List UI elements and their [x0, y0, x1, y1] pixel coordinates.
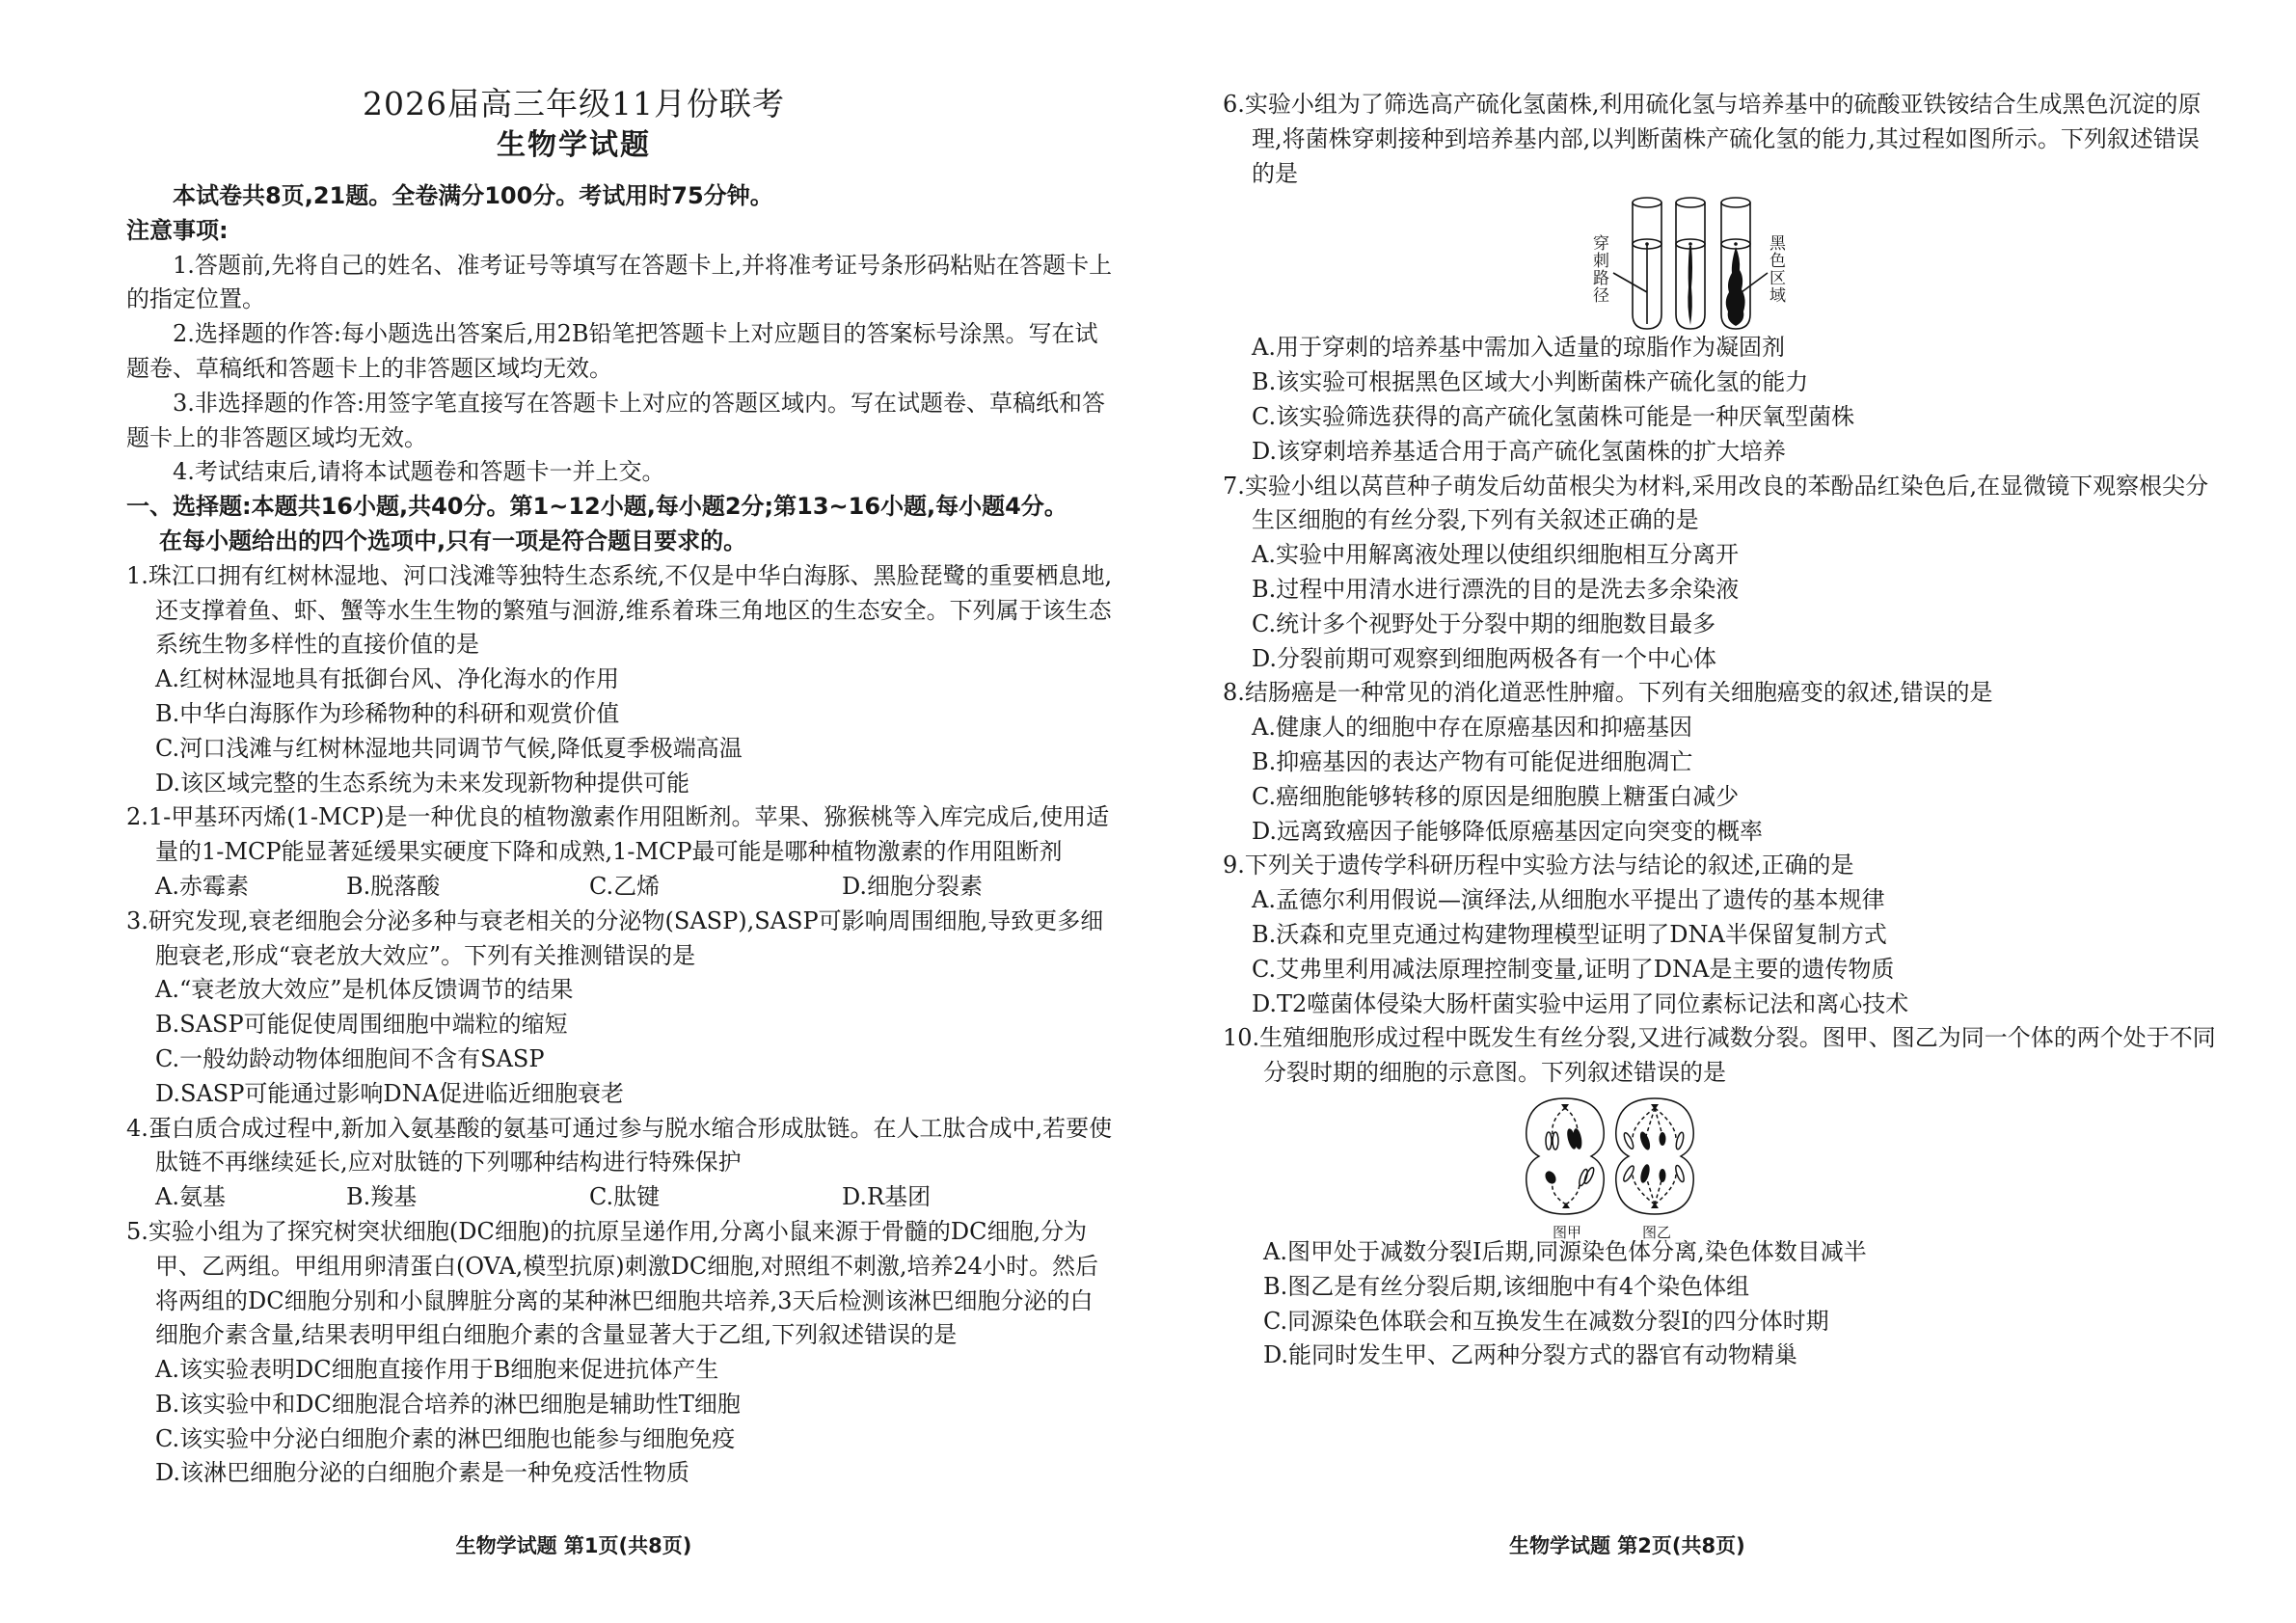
question-stem: 6.实验小组为了筛选高产硫化氢菌株,利用硫化氢与培养基中的硫酸亚铁铵结合生成黑色沉淀的原理,将菌株穿刺接种到培养基内部,以判断菌株产硫化氢的能力,其过程如图所示。下列叙述错误的是 — [1223, 91, 2201, 187]
question-stem: 10.生殖细胞形成过程中既发生有丝分裂,又进行减数分裂。图甲、图乙为同一个体的两个处于不同分裂时期的细胞的示意图。下列叙述错误的是 — [1223, 1024, 2216, 1087]
option: B.脱落酸 — [346, 872, 441, 900]
page-footer: 生物学试题 第2页(共8页) — [1509, 1534, 1745, 1557]
option: D.该区域完整的生态系统为未来发现新物种提供可能 — [155, 769, 690, 797]
option: C.该实验筛选获得的高产硫化氢菌株可能是一种厌氧型菌株 — [1252, 402, 1855, 430]
question-stem: 8.结肠癌是一种常见的消化道恶性肿瘤。下列有关细胞癌变的叙述,错误的是 — [1223, 679, 1993, 707]
figure-label-black-region: 黑色区域 — [1769, 234, 1786, 307]
options-row — [126, 1180, 1115, 1215]
option: C.河口浅滩与红树林湿地共同调节气候,降低夏季极端高温 — [155, 734, 743, 762]
option: D.远离致癌因子能够降低原癌基因定向突变的概率 — [1252, 817, 1764, 845]
question-stem: 2.1-甲基环丙烯(1-MCP)是一种优良的植物激素作用阻断剂。苹果、猕猴桃等入库完成后,使用适量的1-MCP能显著延缓果实硬度下降和成熟,1-MCP最可能是哪种植物激素的作用阻断剂 — [126, 803, 1110, 866]
question-stem: 4.蛋白质合成过程中,新加入氨基酸的氨基可通过参与脱水缩合形成肽链。在人工肽合成中,若要使肽链不再继续延长,应对肽链的下列哪种结构进行特殊保护 — [126, 1114, 1113, 1177]
option: D.能同时发生甲、乙两种分裂方式的器官有动物精巢 — [1263, 1341, 1798, 1369]
test-tube-figure — [1223, 191, 2216, 331]
figure-label-stab-path: 穿刺路径 — [1593, 234, 1609, 307]
question-stem: 5.实验小组为了探究树突状细胞(DC细胞)的抗原呈递作用,分离小鼠来源于骨髓的DC细胞,分为甲、乙两组。甲组用卵清蛋白(OVA,模型抗原)刺激DC细胞,对照组不刺激,培养24小时。然后将两组的DC细胞分别和小鼠脾脏分离的某种淋巴细胞共培养,3天后检测该淋巴细胞分泌的白细胞介素含量,结果表明甲组白细胞介素的含量显著大于乙组,下列叙述错误的是 — [126, 1217, 1099, 1349]
question-stem: 9.下列关于遗传学科研历程中实验方法与结论的叙述,正确的是 — [1223, 852, 1854, 879]
option: C.该实验中分泌白细胞介素的淋巴细胞也能参与细胞免疫 — [155, 1424, 736, 1452]
option: C.同源染色体联会和互换发生在减数分裂Ⅰ的四分体时期 — [1263, 1307, 1829, 1335]
option: D.该淋巴细胞分泌的白细胞介素是一种免疫活性物质 — [155, 1459, 690, 1487]
option: A.氨基 — [155, 1183, 226, 1211]
option: C.艾弗里利用减法原理控制变量,证明了DNA是主要的遗传物质 — [1252, 955, 1895, 983]
notice-heading: 注意事项: — [126, 216, 229, 244]
option: D.T2噬菌体侵染大肠杆菌实验中运用了同位素标记法和离心技术 — [1252, 989, 1909, 1017]
section-instruction: 在每小题给出的四个选项中,只有一项是符合题目要求的。 — [159, 527, 747, 555]
section-heading: 一、选择题:本题共16小题,共40分。第1~12小题,每小题2分;第13~16小题,每小题4分。 — [126, 493, 1067, 521]
options-row — [126, 870, 1115, 905]
option: A.红树林湿地具有抵御台风、净化海水的作用 — [155, 665, 619, 693]
question-stem: 1.珠江口拥有红树林湿地、河口浅滩等独特生态系统,不仅是中华白海豚、黑脸琵鹭的重要栖息地,还支撑着鱼、虾、蟹等水生生物的繁殖与洄游,维系着珠三角地区的生态安全。下列属于该生态系统生物多样性的直接价值的是 — [126, 561, 1113, 659]
option: A.赤霉素 — [155, 872, 249, 900]
option: D.R基团 — [842, 1183, 932, 1211]
stab-culture-tubes-icon — [1223, 191, 2216, 331]
option: A.实验中用解离液处理以使组织细胞相互分离开 — [1252, 541, 1739, 569]
question-stem: 7.实验小组以莴苣种子萌发后幼苗根尖为材料,采用改良的苯酚品红染色后,在显微镜下观察根尖分生区细胞的有丝分裂,下列有关叙述正确的是 — [1223, 472, 2209, 534]
cell-division-diagram-icon — [1223, 1091, 2216, 1235]
option: C.肽键 — [589, 1183, 661, 1211]
cell-division-figure — [1223, 1091, 2216, 1241]
option: B.该实验可根据黑色区域大小判断菌株产硫化氢的能力 — [1252, 368, 1809, 396]
option: D.分裂前期可观察到细胞两极各有一个中心体 — [1252, 644, 1717, 672]
figure-label-b: 图乙 — [1642, 1223, 1672, 1241]
option: C.乙烯 — [589, 872, 661, 900]
option: A.健康人的细胞中存在原癌基因和抑癌基因 — [1252, 714, 1692, 742]
option: D.细胞分裂素 — [842, 872, 984, 900]
option: B.抑癌基因的表达产物有可能促进细胞凋亡 — [1252, 747, 1693, 775]
figure-label-a: 图甲 — [1553, 1223, 1582, 1241]
exam-summary: 本试卷共8页,21题。全卷满分100分。考试用时75分钟。 — [173, 182, 773, 209]
option: B.羧基 — [346, 1183, 418, 1211]
notice-item: 2.选择题的作答:每小题选出答案后,用2B铅笔把答题卡上对应题目的答案标号涂黑。写在试题卷、草稿纸和答题卡上的非答题区域均无效。 — [126, 320, 1098, 382]
question-stem: 3.研究发现,衰老细胞会分泌多种与衰老相关的分泌物(SASP),SASP可影响周围细胞,导致更多细胞衰老,形成“衰老放大效应”。下列有关推测错误的是 — [126, 906, 1104, 969]
option: B.沃森和克里克通过构建物理模型证明了DNA半保留复制方式 — [1252, 920, 1887, 948]
notice-item: 3.非选择题的作答:用签字笔直接写在答题卡上对应的答题区域内。写在试题卷、草稿纸和答题卡上的非答题区域均无效。 — [126, 389, 1105, 451]
option: A.用于穿刺的培养基中需加入适量的琼脂作为凝固剂 — [1252, 334, 1785, 362]
left-column — [126, 179, 1115, 1491]
exam-page-2 — [1148, 0, 2296, 1623]
option: A.该实验表明DC细胞直接作用于B细胞来促进抗体产生 — [155, 1356, 719, 1384]
option: C.统计多个视野处于分裂中期的细胞数目最多 — [1252, 609, 1716, 637]
option: A.“衰老放大效应”是机体反馈调节的结果 — [155, 976, 574, 1004]
right-column — [1223, 88, 2216, 1373]
option: B.SASP可能促使周围细胞中端粒的缩短 — [155, 1011, 568, 1039]
option: B.图乙是有丝分裂后期,该细胞中有4个染色体组 — [1263, 1272, 1750, 1300]
option: C.一般幼龄动物体细胞间不含有SASP — [155, 1044, 545, 1072]
notice-item: 4.考试结束后,请将本试题卷和答题卡一并上交。 — [173, 458, 665, 486]
exam-subject: 生物学试题 — [497, 128, 651, 162]
page-footer: 生物学试题 第1页(共8页) — [455, 1534, 692, 1557]
option: C.癌细胞能够转移的原因是细胞膜上糖蛋白减少 — [1252, 782, 1740, 810]
notice-item: 1.答题前,先将自己的姓名、准考证号等填写在答题卡上,并将准考证号条形码粘贴在答题卡上的指定位置。 — [126, 251, 1113, 313]
exam-title: 2026届高三年级11月份联考 — [363, 85, 785, 122]
option: A.图甲处于减数分裂Ⅰ后期,同源染色体分离,染色体数目减半 — [1263, 1237, 1867, 1265]
option: B.该实验中和DC细胞混合培养的淋巴细胞是辅助性T细胞 — [155, 1390, 741, 1418]
option: B.中华白海豚作为珍稀物种的科研和观赏价值 — [155, 699, 620, 727]
option: B.过程中用清水进行漂洗的目的是洗去多余染液 — [1252, 575, 1740, 603]
option: A.孟德尔利用假说—演绎法,从细胞水平提出了遗传的基本规律 — [1252, 886, 1885, 914]
option: D.该穿刺培养基适合用于高产硫化氢菌株的扩大培养 — [1252, 437, 1787, 465]
option: D.SASP可能通过影响DNA促进临近细胞衰老 — [155, 1079, 624, 1107]
